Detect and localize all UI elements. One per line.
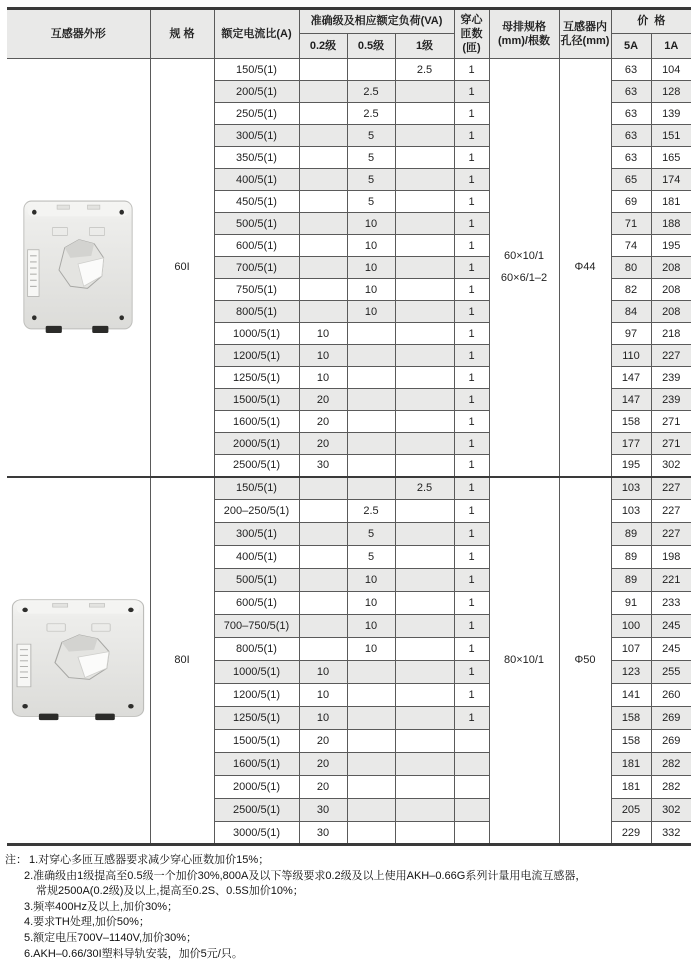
acc-05-cell <box>347 707 395 730</box>
acc-1-cell <box>395 235 454 257</box>
price-1a-cell: 181 <box>651 191 691 213</box>
acc-05-cell: 10 <box>347 638 395 661</box>
price-5a-cell: 123 <box>611 661 651 684</box>
turns-cell: 1 <box>454 169 489 191</box>
turns-cell: 1 <box>454 235 489 257</box>
turns-cell: 1 <box>454 477 489 500</box>
acc-1-cell <box>395 125 454 147</box>
header-row-1 <box>7 9 691 34</box>
acc-02-cell <box>299 500 347 523</box>
notes-body <box>5 853 698 962</box>
price-1a-cell: 208 <box>651 301 691 323</box>
ratio-cell: 2500/5(1) <box>214 455 299 477</box>
turns-cell: 1 <box>454 103 489 125</box>
table-header <box>7 9 691 59</box>
transformer-photo-cell <box>7 59 150 477</box>
price-1a-cell: 104 <box>651 59 691 81</box>
acc-02-cell <box>299 615 347 638</box>
acc-02-cell <box>299 81 347 103</box>
turns-cell: 1 <box>454 638 489 661</box>
price-1a-cell: 302 <box>651 799 691 822</box>
acc-1-cell <box>395 301 454 323</box>
price-1a-cell: 282 <box>651 776 691 799</box>
price-1a-cell: 165 <box>651 147 691 169</box>
ratio-cell: 1200/5(1) <box>214 684 299 707</box>
price-5a-cell: 63 <box>611 103 651 125</box>
price-5a-cell: 69 <box>611 191 651 213</box>
section-80i <box>7 477 691 845</box>
price-1a-cell: 245 <box>651 615 691 638</box>
acc-1-cell: 2.5 <box>395 477 454 500</box>
acc-05-cell: 2.5 <box>347 500 395 523</box>
price-1a-cell: 302 <box>651 455 691 477</box>
acc-02-cell <box>299 169 347 191</box>
turns-cell: 1 <box>454 213 489 235</box>
ratio-cell: 1000/5(1) <box>214 661 299 684</box>
acc-1-cell <box>395 523 454 546</box>
price-5a-cell: 89 <box>611 523 651 546</box>
price-1a-cell: 139 <box>651 103 691 125</box>
acc-02-cell: 10 <box>299 707 347 730</box>
note-line <box>5 900 698 916</box>
section-60i <box>7 59 691 477</box>
price-1a-cell: 269 <box>651 707 691 730</box>
note-text: 2.准确级由1级提高至0.5级一个加价30%,800A及以下等级要求0.2级及以上使用AKH–0.66G系列计量用电流互感器， <box>24 869 587 882</box>
acc-02-cell <box>299 191 347 213</box>
turns-cell: 1 <box>454 569 489 592</box>
acc-05-cell: 10 <box>347 569 395 592</box>
price-1a-cell: 245 <box>651 638 691 661</box>
acc-02-cell: 10 <box>299 684 347 707</box>
ratio-cell: 3000/5(1) <box>214 822 299 845</box>
ratio-cell: 700–750/5(1) <box>214 615 299 638</box>
acc-02-cell: 10 <box>299 323 347 345</box>
acc-05-cell: 5 <box>347 546 395 569</box>
price-1a-cell: 269 <box>651 730 691 753</box>
note-line <box>5 931 698 947</box>
acc-02-cell: 30 <box>299 799 347 822</box>
turns-cell: 1 <box>454 684 489 707</box>
acc-05-cell: 5 <box>347 169 395 191</box>
price-1a-cell: 271 <box>651 433 691 455</box>
acc-05-cell <box>347 323 395 345</box>
col-header-acc-1: 1级 <box>395 34 454 59</box>
acc-02-cell: 10 <box>299 367 347 389</box>
price-5a-cell: 84 <box>611 301 651 323</box>
acc-05-cell <box>347 661 395 684</box>
ratio-cell: 1600/5(1) <box>214 753 299 776</box>
turns-cell <box>454 753 489 776</box>
col-header-spec: 规 格 <box>150 9 214 59</box>
turns-cell: 1 <box>454 389 489 411</box>
ratio-cell: 2000/5(1) <box>214 776 299 799</box>
acc-05-cell: 10 <box>347 235 395 257</box>
note-line <box>5 869 698 885</box>
acc-02-cell: 10 <box>299 661 347 684</box>
acc-05-cell: 5 <box>347 523 395 546</box>
acc-02-cell: 20 <box>299 753 347 776</box>
acc-05-cell <box>347 433 395 455</box>
price-5a-cell: 205 <box>611 799 651 822</box>
ratio-cell: 800/5(1) <box>214 638 299 661</box>
ratio-cell: 500/5(1) <box>214 213 299 235</box>
turns-cell: 1 <box>454 301 489 323</box>
price-1a-cell: 255 <box>651 661 691 684</box>
turns-cell: 1 <box>454 191 489 213</box>
col-header-1a: 1A <box>651 34 691 59</box>
ratio-cell: 350/5(1) <box>214 147 299 169</box>
table-row <box>7 59 691 81</box>
acc-05-cell <box>347 799 395 822</box>
turns-cell <box>454 799 489 822</box>
ratio-cell: 600/5(1) <box>214 592 299 615</box>
acc-05-cell: 10 <box>347 213 395 235</box>
col-header-price-group: 价 格 <box>611 9 691 34</box>
acc-05-cell <box>347 730 395 753</box>
acc-02-cell <box>299 301 347 323</box>
turns-cell: 1 <box>454 523 489 546</box>
price-1a-cell: 128 <box>651 81 691 103</box>
ratio-cell: 150/5(1) <box>214 477 299 500</box>
acc-02-cell <box>299 592 347 615</box>
acc-05-cell <box>347 455 395 477</box>
acc-1-cell <box>395 776 454 799</box>
turns-cell: 1 <box>454 147 489 169</box>
ratio-cell: 300/5(1) <box>214 523 299 546</box>
price-5a-cell: 91 <box>611 592 651 615</box>
note-text: 1.对穿心多匝互感器要求减少穿心匝数加价15%； <box>29 854 270 866</box>
ratio-cell: 2500/5(1) <box>214 799 299 822</box>
acc-1-cell <box>395 615 454 638</box>
price-5a-cell: 63 <box>611 125 651 147</box>
turns-cell <box>454 822 489 845</box>
acc-1-cell <box>395 191 454 213</box>
turns-cell: 1 <box>454 323 489 345</box>
acc-05-cell <box>347 411 395 433</box>
price-5a-cell: 158 <box>611 411 651 433</box>
col-header-ratio: 额定电流比(A) <box>214 9 299 59</box>
transformer-price-table <box>7 7 691 846</box>
price-5a-cell: 80 <box>611 257 651 279</box>
col-header-busbar: 母排规格 (mm)/根数 <box>489 9 559 59</box>
acc-05-cell: 10 <box>347 279 395 301</box>
ratio-cell: 200/5(1) <box>214 81 299 103</box>
turns-cell: 1 <box>454 707 489 730</box>
ratio-cell: 400/5(1) <box>214 546 299 569</box>
price-5a-cell: 103 <box>611 477 651 500</box>
acc-1-cell <box>395 81 454 103</box>
ratio-cell: 150/5(1) <box>214 59 299 81</box>
acc-1-cell <box>395 213 454 235</box>
note-line <box>5 853 698 869</box>
notes-prefix: 注： <box>5 854 27 866</box>
bore-cell: Φ44 <box>559 59 611 477</box>
turns-cell: 1 <box>454 257 489 279</box>
acc-02-cell: 20 <box>299 776 347 799</box>
price-5a-cell: 147 <box>611 367 651 389</box>
price-5a-cell: 100 <box>611 615 651 638</box>
price-1a-cell: 208 <box>651 279 691 301</box>
turns-cell: 1 <box>454 500 489 523</box>
ratio-cell: 1200/5(1) <box>214 345 299 367</box>
acc-1-cell <box>395 433 454 455</box>
busbar-cell <box>489 59 559 477</box>
price-1a-cell: 151 <box>651 125 691 147</box>
price-5a-cell: 177 <box>611 433 651 455</box>
acc-05-cell: 10 <box>347 592 395 615</box>
price-5a-cell: 82 <box>611 279 651 301</box>
acc-05-cell: 10 <box>347 301 395 323</box>
ratio-cell: 750/5(1) <box>214 279 299 301</box>
turns-cell: 1 <box>454 411 489 433</box>
turns-cell: 1 <box>454 279 489 301</box>
acc-02-cell: 10 <box>299 345 347 367</box>
price-1a-cell: 218 <box>651 323 691 345</box>
turns-cell: 1 <box>454 433 489 455</box>
price-5a-cell: 63 <box>611 147 651 169</box>
acc-05-cell <box>347 345 395 367</box>
busbar-spec: 60×6/1–2 <box>500 272 548 285</box>
ratio-cell: 700/5(1) <box>214 257 299 279</box>
ratio-cell: 2000/5(1) <box>214 433 299 455</box>
acc-1-cell <box>395 455 454 477</box>
acc-02-cell <box>299 546 347 569</box>
acc-1-cell <box>395 822 454 845</box>
col-header-acc-02: 0.2级 <box>299 34 347 59</box>
acc-02-cell <box>299 125 347 147</box>
price-5a-cell: 181 <box>611 776 651 799</box>
acc-02-cell <box>299 569 347 592</box>
price-1a-cell: 239 <box>651 367 691 389</box>
ratio-cell: 1250/5(1) <box>214 707 299 730</box>
acc-05-cell: 5 <box>347 125 395 147</box>
price-5a-cell: 158 <box>611 707 651 730</box>
transformer-photo <box>9 596 147 722</box>
col-header-accuracy-group: 准确级及相应额定负荷(VA) <box>299 9 454 34</box>
price-5a-cell: 71 <box>611 213 651 235</box>
acc-1-cell <box>395 592 454 615</box>
acc-02-cell <box>299 638 347 661</box>
acc-02-cell <box>299 213 347 235</box>
price-1a-cell: 282 <box>651 753 691 776</box>
price-1a-cell: 221 <box>651 569 691 592</box>
acc-1-cell <box>395 799 454 822</box>
acc-02-cell: 30 <box>299 822 347 845</box>
note-text: 6.AKH–0.66/30I塑料导轨安装，加价5元/只。 <box>24 947 243 960</box>
acc-1-cell <box>395 411 454 433</box>
acc-1-cell <box>395 169 454 191</box>
turns-cell: 1 <box>454 125 489 147</box>
price-5a-cell: 63 <box>611 59 651 81</box>
price-5a-cell: 74 <box>611 235 651 257</box>
note-text: 4.要求TH处理,加价50%； <box>24 916 150 929</box>
acc-05-cell <box>347 776 395 799</box>
acc-1-cell <box>395 500 454 523</box>
turns-cell: 1 <box>454 546 489 569</box>
acc-02-cell <box>299 477 347 500</box>
acc-1-cell <box>395 279 454 301</box>
acc-05-cell: 5 <box>347 191 395 213</box>
acc-05-cell <box>347 389 395 411</box>
acc-1-cell <box>395 257 454 279</box>
ratio-cell: 1000/5(1) <box>214 323 299 345</box>
price-1a-cell: 188 <box>651 213 691 235</box>
acc-05-cell <box>347 753 395 776</box>
ratio-cell: 1500/5(1) <box>214 730 299 753</box>
acc-1-cell <box>395 103 454 125</box>
busbar-spec: 80×10/1 <box>503 654 545 667</box>
ratio-cell: 1600/5(1) <box>214 411 299 433</box>
turns-cell: 1 <box>454 592 489 615</box>
note-text: 3.频率400Hz及以上,加价30%； <box>24 900 179 913</box>
price-1a-cell: 227 <box>651 500 691 523</box>
acc-05-cell: 2.5 <box>347 103 395 125</box>
acc-1-cell <box>395 661 454 684</box>
price-1a-cell: 174 <box>651 169 691 191</box>
col-header-appearance: 互感器外形 <box>7 9 150 59</box>
ratio-cell: 500/5(1) <box>214 569 299 592</box>
price-1a-cell: 198 <box>651 546 691 569</box>
notes <box>5 853 698 962</box>
price-1a-cell: 227 <box>651 523 691 546</box>
acc-05-cell: 10 <box>347 615 395 638</box>
acc-1-cell <box>395 730 454 753</box>
ratio-cell: 600/5(1) <box>214 235 299 257</box>
price-1a-cell: 332 <box>651 822 691 845</box>
acc-1-cell <box>395 638 454 661</box>
busbar-cell <box>489 477 559 845</box>
price-5a-cell: 107 <box>611 638 651 661</box>
ratio-cell: 400/5(1) <box>214 169 299 191</box>
acc-1-cell <box>395 147 454 169</box>
price-5a-cell: 229 <box>611 822 651 845</box>
spec-cell: 80I <box>150 477 214 845</box>
acc-02-cell <box>299 523 347 546</box>
acc-02-cell <box>299 235 347 257</box>
note-text: 5.额定电压700V–1140V,加价30%； <box>24 931 198 944</box>
bore-cell: Φ50 <box>559 477 611 845</box>
transformer-photo-cell <box>7 477 150 845</box>
acc-1-cell <box>395 323 454 345</box>
acc-1-cell <box>395 367 454 389</box>
acc-02-cell <box>299 59 347 81</box>
ratio-cell: 450/5(1) <box>214 191 299 213</box>
price-5a-cell: 63 <box>611 81 651 103</box>
acc-02-cell <box>299 279 347 301</box>
ratio-cell: 300/5(1) <box>214 125 299 147</box>
acc-02-cell <box>299 257 347 279</box>
acc-05-cell <box>347 367 395 389</box>
price-5a-cell: 89 <box>611 546 651 569</box>
acc-02-cell: 20 <box>299 433 347 455</box>
acc-05-cell: 5 <box>347 147 395 169</box>
busbar-spec: 60×10/1 <box>503 250 545 263</box>
turns-cell: 1 <box>454 81 489 103</box>
acc-1-cell <box>395 753 454 776</box>
acc-1-cell: 2.5 <box>395 59 454 81</box>
price-5a-cell: 195 <box>611 455 651 477</box>
transformer-photo <box>21 197 135 335</box>
turns-cell: 1 <box>454 367 489 389</box>
ratio-cell: 200–250/5(1) <box>214 500 299 523</box>
turns-cell <box>454 730 489 753</box>
acc-1-cell <box>395 345 454 367</box>
price-5a-cell: 147 <box>611 389 651 411</box>
turns-cell <box>454 776 489 799</box>
note-line <box>5 915 698 931</box>
acc-1-cell <box>395 569 454 592</box>
note-line <box>5 947 698 962</box>
acc-05-cell: 10 <box>347 257 395 279</box>
turns-cell: 1 <box>454 615 489 638</box>
acc-02-cell: 20 <box>299 730 347 753</box>
acc-02-cell: 20 <box>299 389 347 411</box>
acc-05-cell: 2.5 <box>347 81 395 103</box>
price-1a-cell: 227 <box>651 477 691 500</box>
ratio-cell: 250/5(1) <box>214 103 299 125</box>
acc-05-cell <box>347 684 395 707</box>
price-5a-cell: 181 <box>611 753 651 776</box>
price-1a-cell: 195 <box>651 235 691 257</box>
note-text: 常规2500A(0.2级)及以上,提高至0.2S、0.5S加价10%； <box>36 885 304 898</box>
acc-02-cell: 30 <box>299 455 347 477</box>
price-5a-cell: 158 <box>611 730 651 753</box>
price-1a-cell: 233 <box>651 592 691 615</box>
price-5a-cell: 65 <box>611 169 651 191</box>
note-line <box>5 884 698 900</box>
price-1a-cell: 227 <box>651 345 691 367</box>
ratio-cell: 1500/5(1) <box>214 389 299 411</box>
acc-1-cell <box>395 707 454 730</box>
spec-cell: 60I <box>150 59 214 477</box>
price-1a-cell: 208 <box>651 257 691 279</box>
turns-cell: 1 <box>454 455 489 477</box>
col-header-turns: 穿心 匝数 (匝) <box>454 9 489 59</box>
price-5a-cell: 89 <box>611 569 651 592</box>
col-header-acc-05: 0.5级 <box>347 34 395 59</box>
price-5a-cell: 110 <box>611 345 651 367</box>
price-5a-cell: 97 <box>611 323 651 345</box>
acc-02-cell <box>299 147 347 169</box>
price-1a-cell: 260 <box>651 684 691 707</box>
turns-cell: 1 <box>454 661 489 684</box>
acc-1-cell <box>395 389 454 411</box>
price-5a-cell: 141 <box>611 684 651 707</box>
turns-cell: 1 <box>454 59 489 81</box>
price-1a-cell: 271 <box>651 411 691 433</box>
price-5a-cell: 103 <box>611 500 651 523</box>
acc-1-cell <box>395 684 454 707</box>
turns-cell: 1 <box>454 345 489 367</box>
acc-05-cell <box>347 822 395 845</box>
table-row <box>7 477 691 500</box>
price-1a-cell: 239 <box>651 389 691 411</box>
ratio-cell: 800/5(1) <box>214 301 299 323</box>
col-header-bore: 互感器内 孔径(mm) <box>559 9 611 59</box>
acc-02-cell: 20 <box>299 411 347 433</box>
acc-02-cell <box>299 103 347 125</box>
ratio-cell: 1250/5(1) <box>214 367 299 389</box>
col-header-5a: 5A <box>611 34 651 59</box>
acc-05-cell <box>347 59 395 81</box>
acc-05-cell <box>347 477 395 500</box>
acc-1-cell <box>395 546 454 569</box>
